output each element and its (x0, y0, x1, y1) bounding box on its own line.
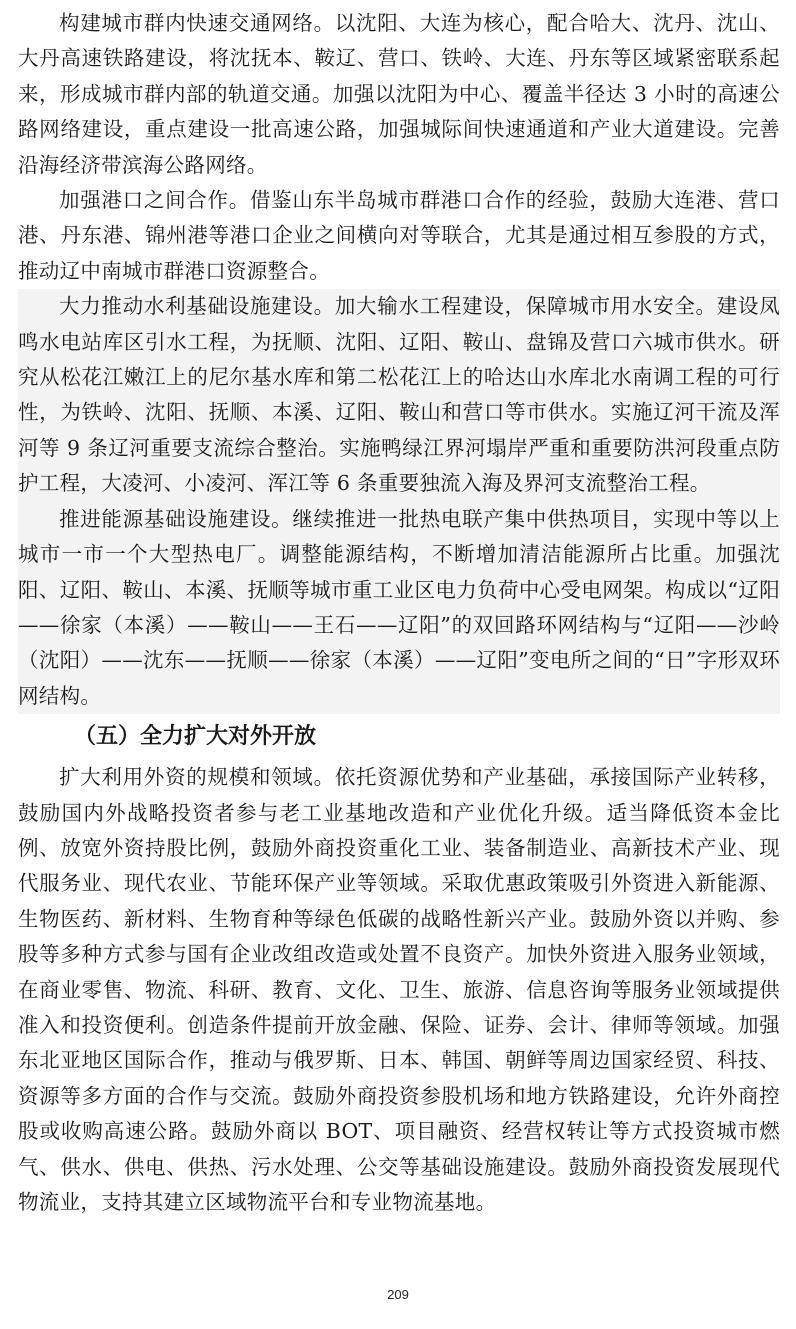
paragraph-foreign-investment: 扩大利用外资的规模和领域。依托资源优势和产业基础，承接国际产业转移，鼓励国内外战略投资者参与老工业基地改造和产业优化升级。适当降低资本金比例、放宽外资持股比例，鼓励外商投资重化工业、装备制造业、高新技术产业、现代服务业、现代农业、节能环保产业等领域。采取优惠政策吸引外资进入新能源、生物医药、新材料、生物育种等绿色低碳的战略性新兴产业。鼓励外资以并购、参股等多种方式参与国有企业改组改造或处置不良资产。加快外资进入服务业领域，在商业零售、物流、科研、教育、文化、卫生、旅游、信息咨询等服务业领域提供准入和投资便利。创造条件提前开放金融、保险、证券、会计、律师等领域。加强东北亚地区国际合作，推动与俄罗斯、日本、韩国、朝鲜等周边国家经贸、科技、资源等多方面的合作与交流。鼓励外商投资参股机场和地方铁路建设，允许外商控股或收购高速公路。鼓励外商以 BOT、项目融资、经营权转让等方式投资城市燃气、供水、供电、供热、污水处理、公交等基础设施建设。鼓励外商投资发展现代物流业，支持其建立区域物流平台和专业物流基地。 (18, 765, 780, 1214)
paragraph-energy-infrastructure: 推进能源基础设施建设。继续推进一批热电联产集中供热项目，实现中等以上城市一市一个大型热电厂。调整能源结构，不断增加清洁能源所占比重。加强沈阳、辽阳、鞍山、本溪、抚顺等城市重工业区电力负荷中心受电网架。构成以“辽阳——徐家（本溪）——鞍山——王石——辽阳”的双回路环网结构与“辽阳——沙岭（沈阳）——沈东——抚顺——徐家（本溪）——辽阳”变电所之间的“日”字形双环网结构。 (18, 502, 780, 714)
paragraph-port-cooperation: 加强港口之间合作。借鉴山东半岛城市群港口合作的经验，鼓励大连港、营口港、丹东港、锦州港等港口企业之间横向对等联合，尤其是通过相互参股的方式，推动辽中南城市群港口资源整合。 (18, 188, 780, 283)
document-page (18, 6, 780, 1220)
paragraph-water-infrastructure: 大力推动水利基础设施建设。加大输水工程建设，保障城市用水安全。建设凤鸣水电站库区引水工程，为抚顺、沈阳、辽阳、鞍山、盘锦及营口六城市供水。研究从松花江嫩江上的尼尔基水库和第二松花江上的哈达山水库北水南调工程的可行性，为铁岭、沈阳、抚顺、本溪、辽阳、鞍山和营口等市供水。实施辽河干流及浑河等 9 条辽河重要支流综合整治。实施鸭绿江界河塌岸严重和重要防洪河段重点防护工程，大凌河、小凌河、浑江等 6 条重要独流入海及界河支流整治工程。 (18, 289, 780, 501)
section-heading: （五）全力扩大对外开放 (74, 724, 317, 750)
page-number: 209 (387, 1287, 409, 1302)
paragraph-intercity-transport: 构建城市群内快速交通网络。以沈阳、大连为核心，配合哈大、沈丹、沈山、大丹高速铁路建设，将沈抚本、鞍辽、营口、铁岭、大连、丹东等区域紧密联系起来，形成城市群内部的轨道交通。加强以沈阳为中心、覆盖半径达 3 小时的高速公路网络建设，重点建设一批高速公路，加强城际间快速通道和产业大道建设。完善沿海经济带滨海公路网络。 (18, 11, 780, 177)
